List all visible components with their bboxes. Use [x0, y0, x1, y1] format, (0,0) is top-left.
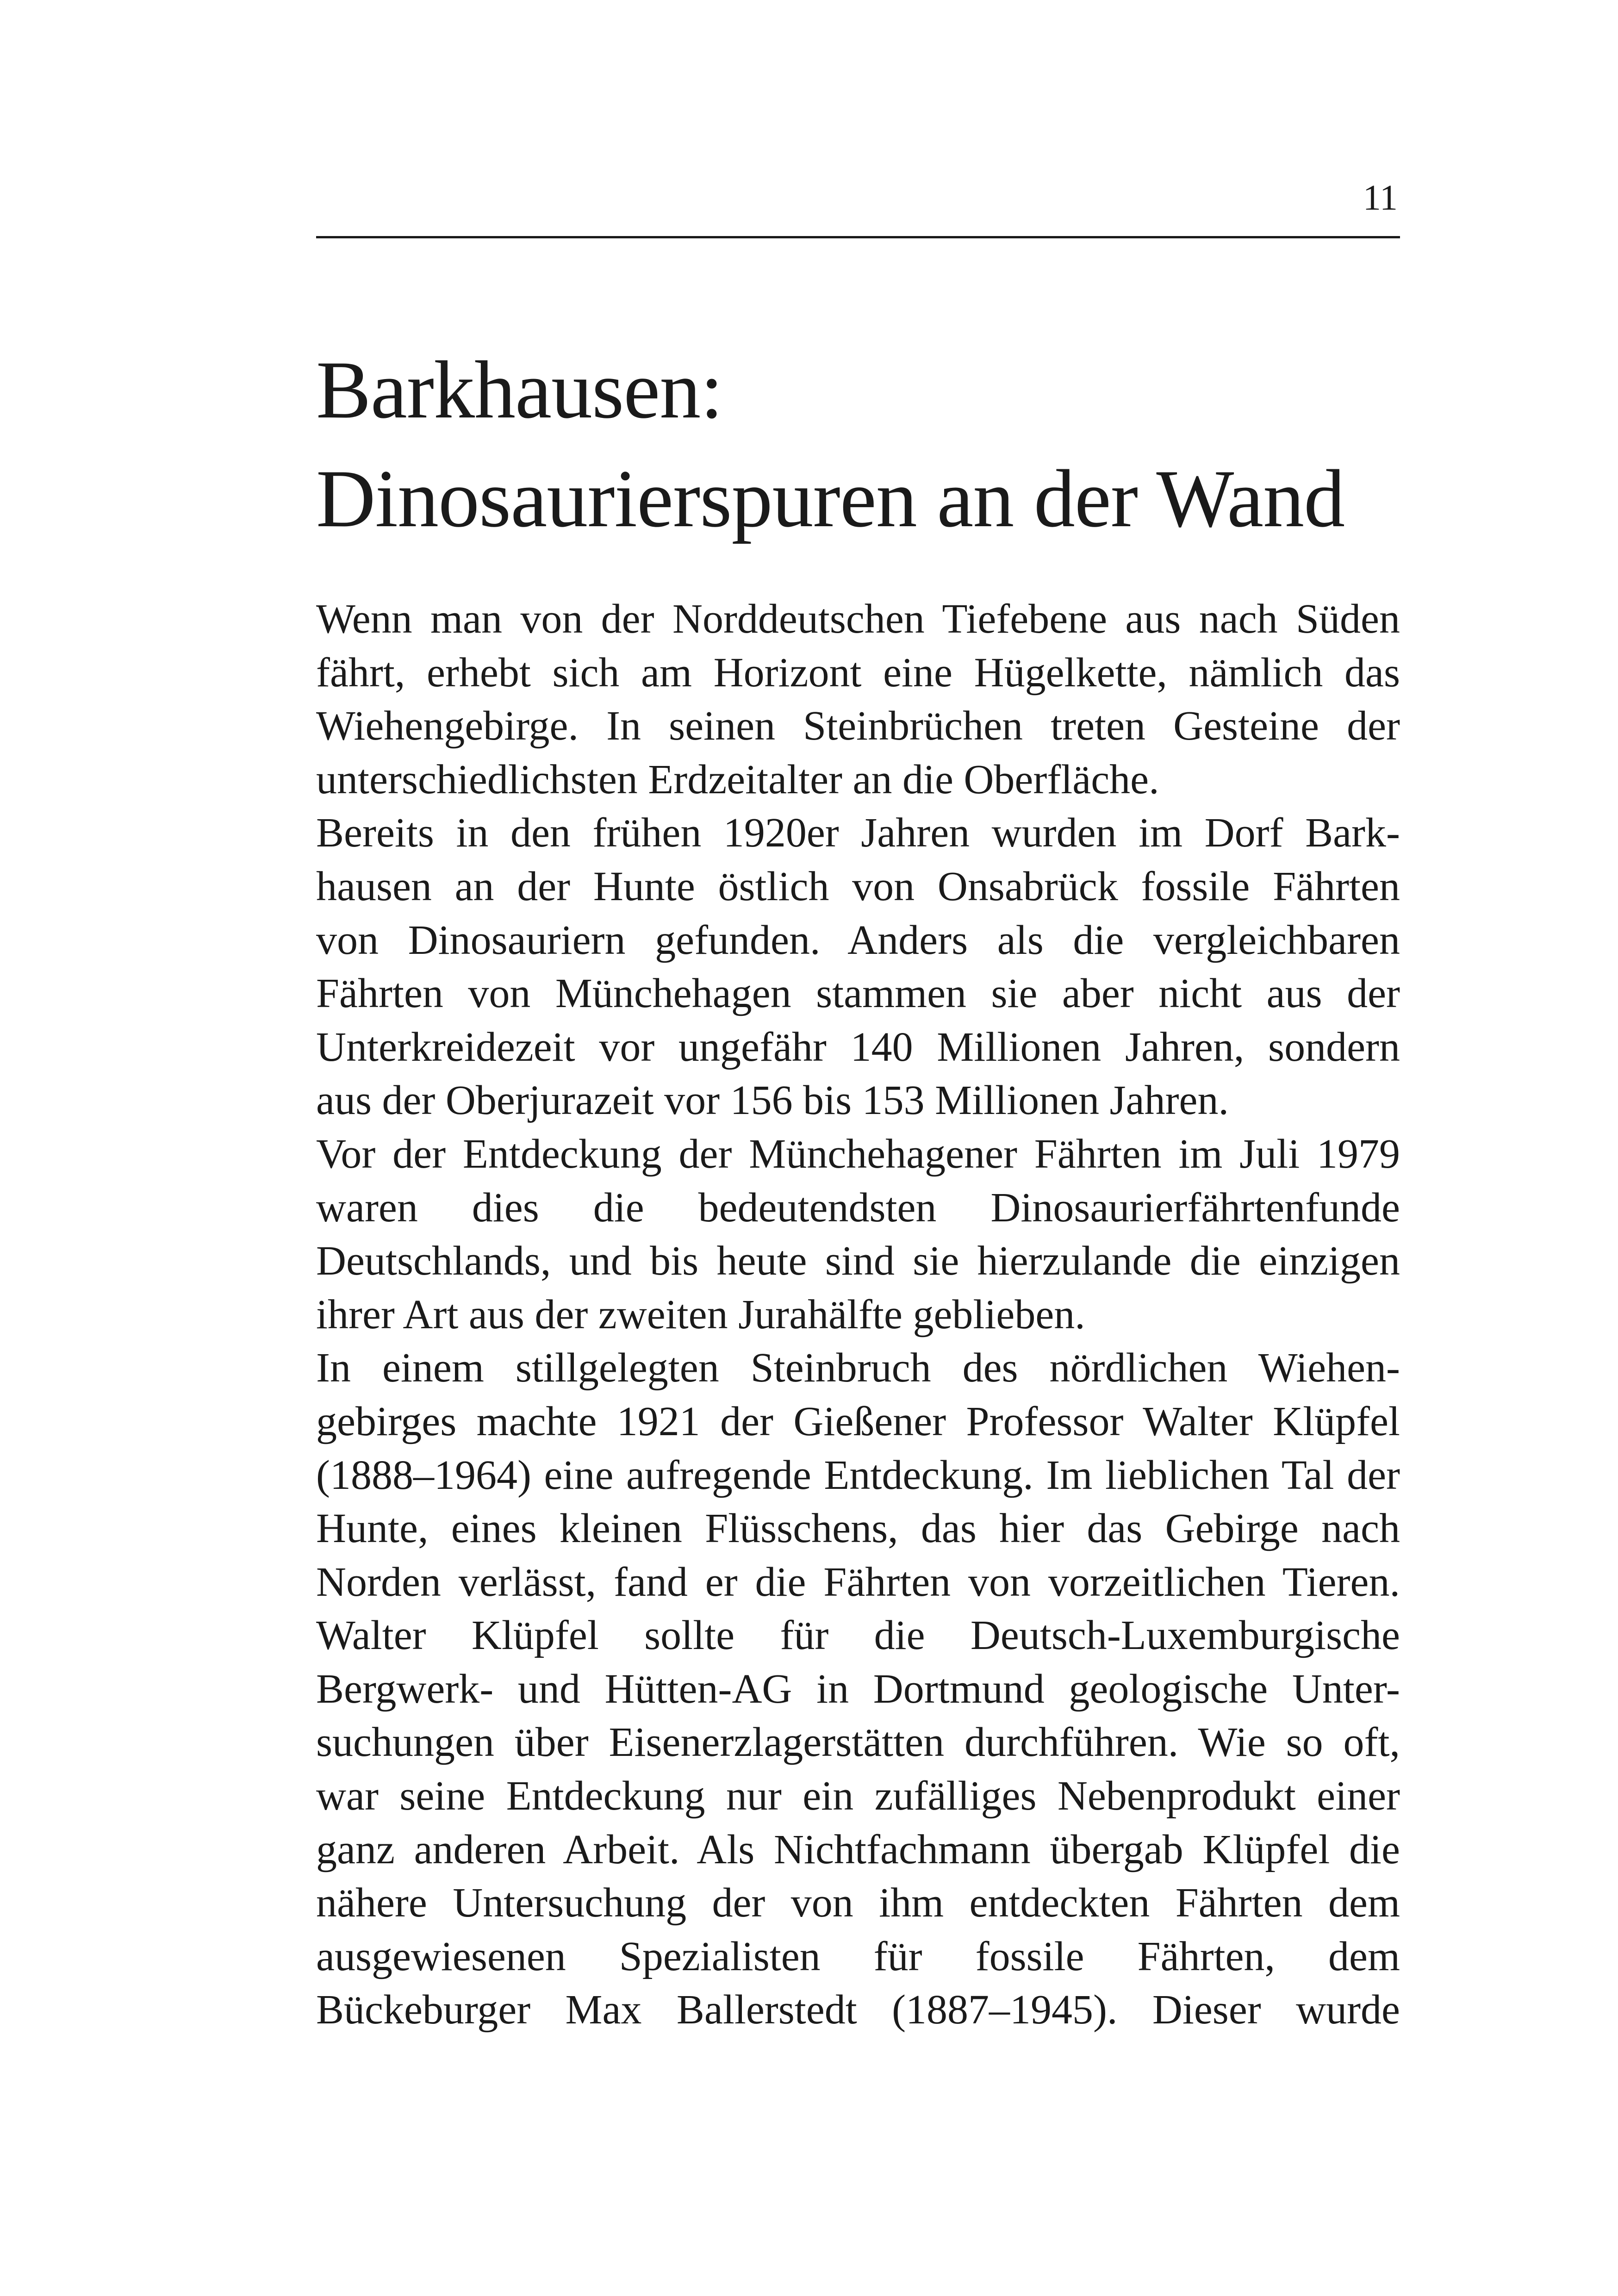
- body-line: fährt, erhebt sich am Horizont eine Hügelkette, nämlich das: [316, 649, 1400, 696]
- body-line: Bereits in den frühen 1920er Jahren wurden im Dorf Bark-: [316, 810, 1400, 856]
- body-line: war seine Entdeckung nur ein zufälliges Nebenprodukt einer: [316, 1773, 1400, 1819]
- body-line: Unterkreidezeit vor ungefähr 140 Millionen Jahren, sondern: [316, 1024, 1400, 1070]
- body-line: Norden verlässt, fand er die Fährten von vorzeitlichen Tieren.: [316, 1559, 1400, 1605]
- body-line: gebirges machte 1921 der Gießener Professor Walter Klüpfel: [316, 1398, 1400, 1444]
- body-line: ausgewiesenen Spezialisten für fossile Fährten, dem: [316, 1933, 1400, 1979]
- body-line: nähere Untersuchung der von ihm entdeckten Fährten dem: [316, 1880, 1400, 1926]
- body-line: In einem stillgelegten Steinbruch des nördlichen Wiehen-: [316, 1345, 1400, 1391]
- body-line: aus der Oberjurazeit vor 156 bis 153 Millionen Jahren.: [316, 1077, 1229, 1124]
- body-line: Vor der Entdeckung der Münchehagener Fährten im Juli 1979: [316, 1131, 1400, 1177]
- body-line: Fährten von Münchehagen stammen sie aber nicht aus der: [316, 971, 1400, 1017]
- body-line: Walter Klüpfel sollte für die Deutsch-Luxemburgische: [316, 1612, 1400, 1659]
- body-line: Bückeburger Max Ballerstedt (1887–1945). Dieser wurde: [316, 1987, 1400, 2033]
- body-line: Bergwerk- und Hütten-AG in Dortmund geologische Unter-: [316, 1666, 1400, 1712]
- body-line: suchungen über Eisenerzlagerstätten durchführen. Wie so oft,: [316, 1719, 1400, 1766]
- chapter-title: [316, 336, 1400, 553]
- body-line: waren dies die bedeutendsten Dinosaurierfährtenfunde: [316, 1184, 1400, 1231]
- body-line: unterschiedlichsten Erdzeitalter an die Oberfläche.: [316, 756, 1159, 803]
- body-line: ganz anderen Arbeit. Als Nichtfachmann übergab Klüpfel die: [316, 1826, 1400, 1873]
- chapter-title-line-1: Barkhausen:: [316, 344, 723, 436]
- page-number: 11: [1363, 177, 1398, 218]
- body-line: von Dinosauriern gefunden. Anders als die vergleichbaren: [316, 917, 1400, 963]
- header-rule: [316, 236, 1400, 238]
- body-line: Deutschlands, und bis heute sind sie hierzulande die einzigen: [316, 1238, 1400, 1284]
- body-line: Wenn man von der Norddeutschen Tiefebene aus nach Süden: [316, 596, 1400, 642]
- body-line: Hunte, eines kleinen Flüsschens, das hier das Gebirge nach: [316, 1506, 1400, 1552]
- body-line: ihrer Art aus der zweiten Jurahälfte geblieben.: [316, 1291, 1085, 1338]
- body-text: [316, 592, 1400, 2037]
- chapter-title-line-2: Dinosaurierspuren an der Wand: [316, 453, 1345, 544]
- body-line: Wiehengebirge. In seinen Steinbrüchen treten Gesteine der: [316, 703, 1400, 749]
- body-line: hausen an der Hunte östlich von Onsabrück fossile Fährten: [316, 863, 1400, 909]
- body-line: (1888–1964) eine aufregende Entdeckung. Im lieblichen Tal der: [316, 1452, 1400, 1498]
